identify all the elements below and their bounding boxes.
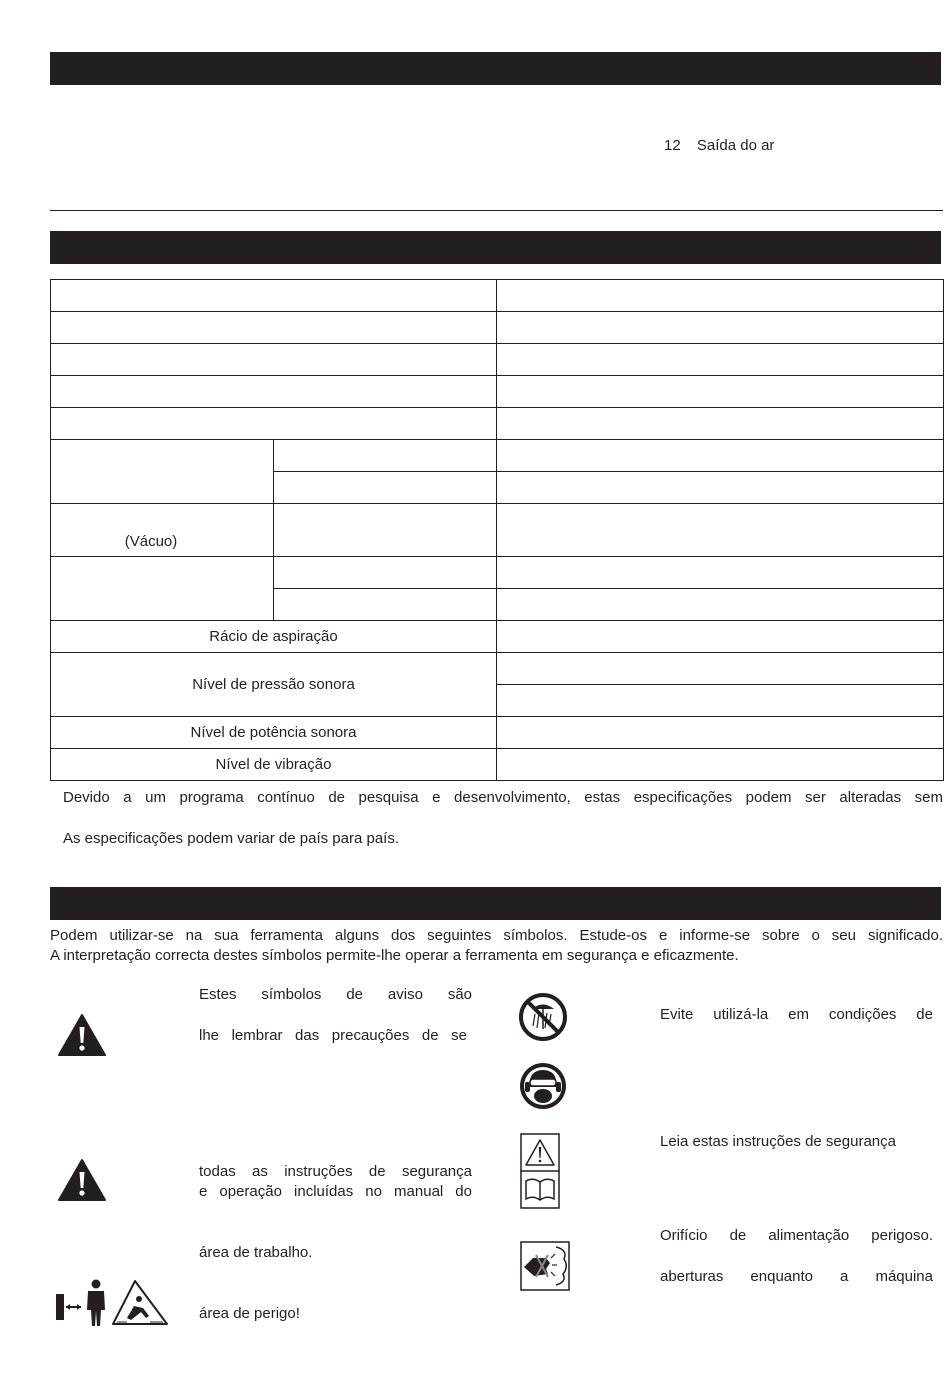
table-cell <box>497 589 944 621</box>
table-cell <box>51 312 497 344</box>
safety-instructions-text: Leia estas instruções de segurança <box>660 1133 896 1150</box>
eye-ear-protection-icon <box>518 1061 568 1111</box>
table-cell <box>51 344 497 376</box>
section-header-bar-parts <box>50 52 941 85</box>
table-cell <box>274 589 497 621</box>
table-cell <box>497 472 944 504</box>
section-header-bar-symbols <box>50 887 941 920</box>
table-cell <box>51 280 497 312</box>
symbols-intro-line2: A interpretação correcta destes símbolos permite-lhe operar a ferramenta em segurança e eficazmente. <box>50 947 739 964</box>
note-research: Devido a um programa contínuo de pesquisa e desenvolvimento, estas especificações podem ser alteradas sem <box>63 789 943 806</box>
vacuum-label: (Vácuo) <box>124 533 178 550</box>
table-cell <box>497 408 944 440</box>
table-cell <box>51 557 274 621</box>
feed-text-line2: aberturas enquanto a máquina <box>660 1268 933 1285</box>
table-cell <box>497 749 944 781</box>
table-cell <box>274 440 497 472</box>
danger-area-text: área de perigo! <box>199 1305 300 1322</box>
keep-bystanders-away-icon <box>55 1278 170 1328</box>
read-manual-icon <box>520 1133 560 1209</box>
vibration-label: Nível de vibração <box>51 749 497 781</box>
parts-item-label: Saída do ar <box>696 137 775 154</box>
read-text-line2: e operação incluídas no manual do <box>199 1183 472 1200</box>
warning-triangle-icon <box>57 1013 107 1057</box>
table-cell <box>497 280 944 312</box>
table-cell <box>497 621 944 653</box>
table-cell <box>274 504 497 557</box>
symbols-intro-line1: Podem utilizar-se na sua ferramenta alguns dos seguintes símbolos. Estude-os e informe-se sobre o seu significado. <box>50 927 943 944</box>
section-divider <box>50 210 943 211</box>
suction-ratio-label: Rácio de aspiração <box>51 621 497 653</box>
table-cell <box>51 408 497 440</box>
table-cell <box>274 472 497 504</box>
section-header-bar-specs <box>50 231 941 264</box>
no-rain-icon <box>518 992 568 1042</box>
table-cell <box>497 344 944 376</box>
parts-item-number: 12 <box>664 137 681 154</box>
parts-item <box>664 137 774 154</box>
feed-text-line1: Orifício de alimentação perigoso. <box>660 1227 933 1244</box>
warning-text-line1: Estes símbolos de aviso são <box>199 986 472 1003</box>
table-cell <box>497 557 944 589</box>
work-area-text: área de trabalho. <box>199 1244 313 1261</box>
warning-text-line2: lhe lembrar das precauções de se <box>199 1027 467 1044</box>
table-cell <box>497 504 944 557</box>
sound-pressure-label: Nível de pressão sonora <box>51 653 497 717</box>
table-cell <box>51 440 274 504</box>
specifications-table <box>50 279 944 781</box>
table-cell <box>274 557 497 589</box>
table-cell <box>497 312 944 344</box>
rain-text: Evite utilizá-la em condições de <box>660 1006 933 1023</box>
table-cell <box>497 685 944 717</box>
warning-triangle-icon <box>57 1158 107 1202</box>
note-country: As especificações podem variar de país para país. <box>63 830 400 847</box>
table-cell <box>51 376 497 408</box>
read-text-line1: todas as instruções de segurança <box>199 1163 472 1180</box>
table-cell <box>497 717 944 749</box>
table-cell <box>497 440 944 472</box>
table-cell <box>497 376 944 408</box>
hand-injury-icon <box>520 1241 570 1291</box>
table-cell <box>497 653 944 685</box>
sound-power-label: Nível de potência sonora <box>51 717 497 749</box>
table-cell-vacuum <box>51 504 274 557</box>
